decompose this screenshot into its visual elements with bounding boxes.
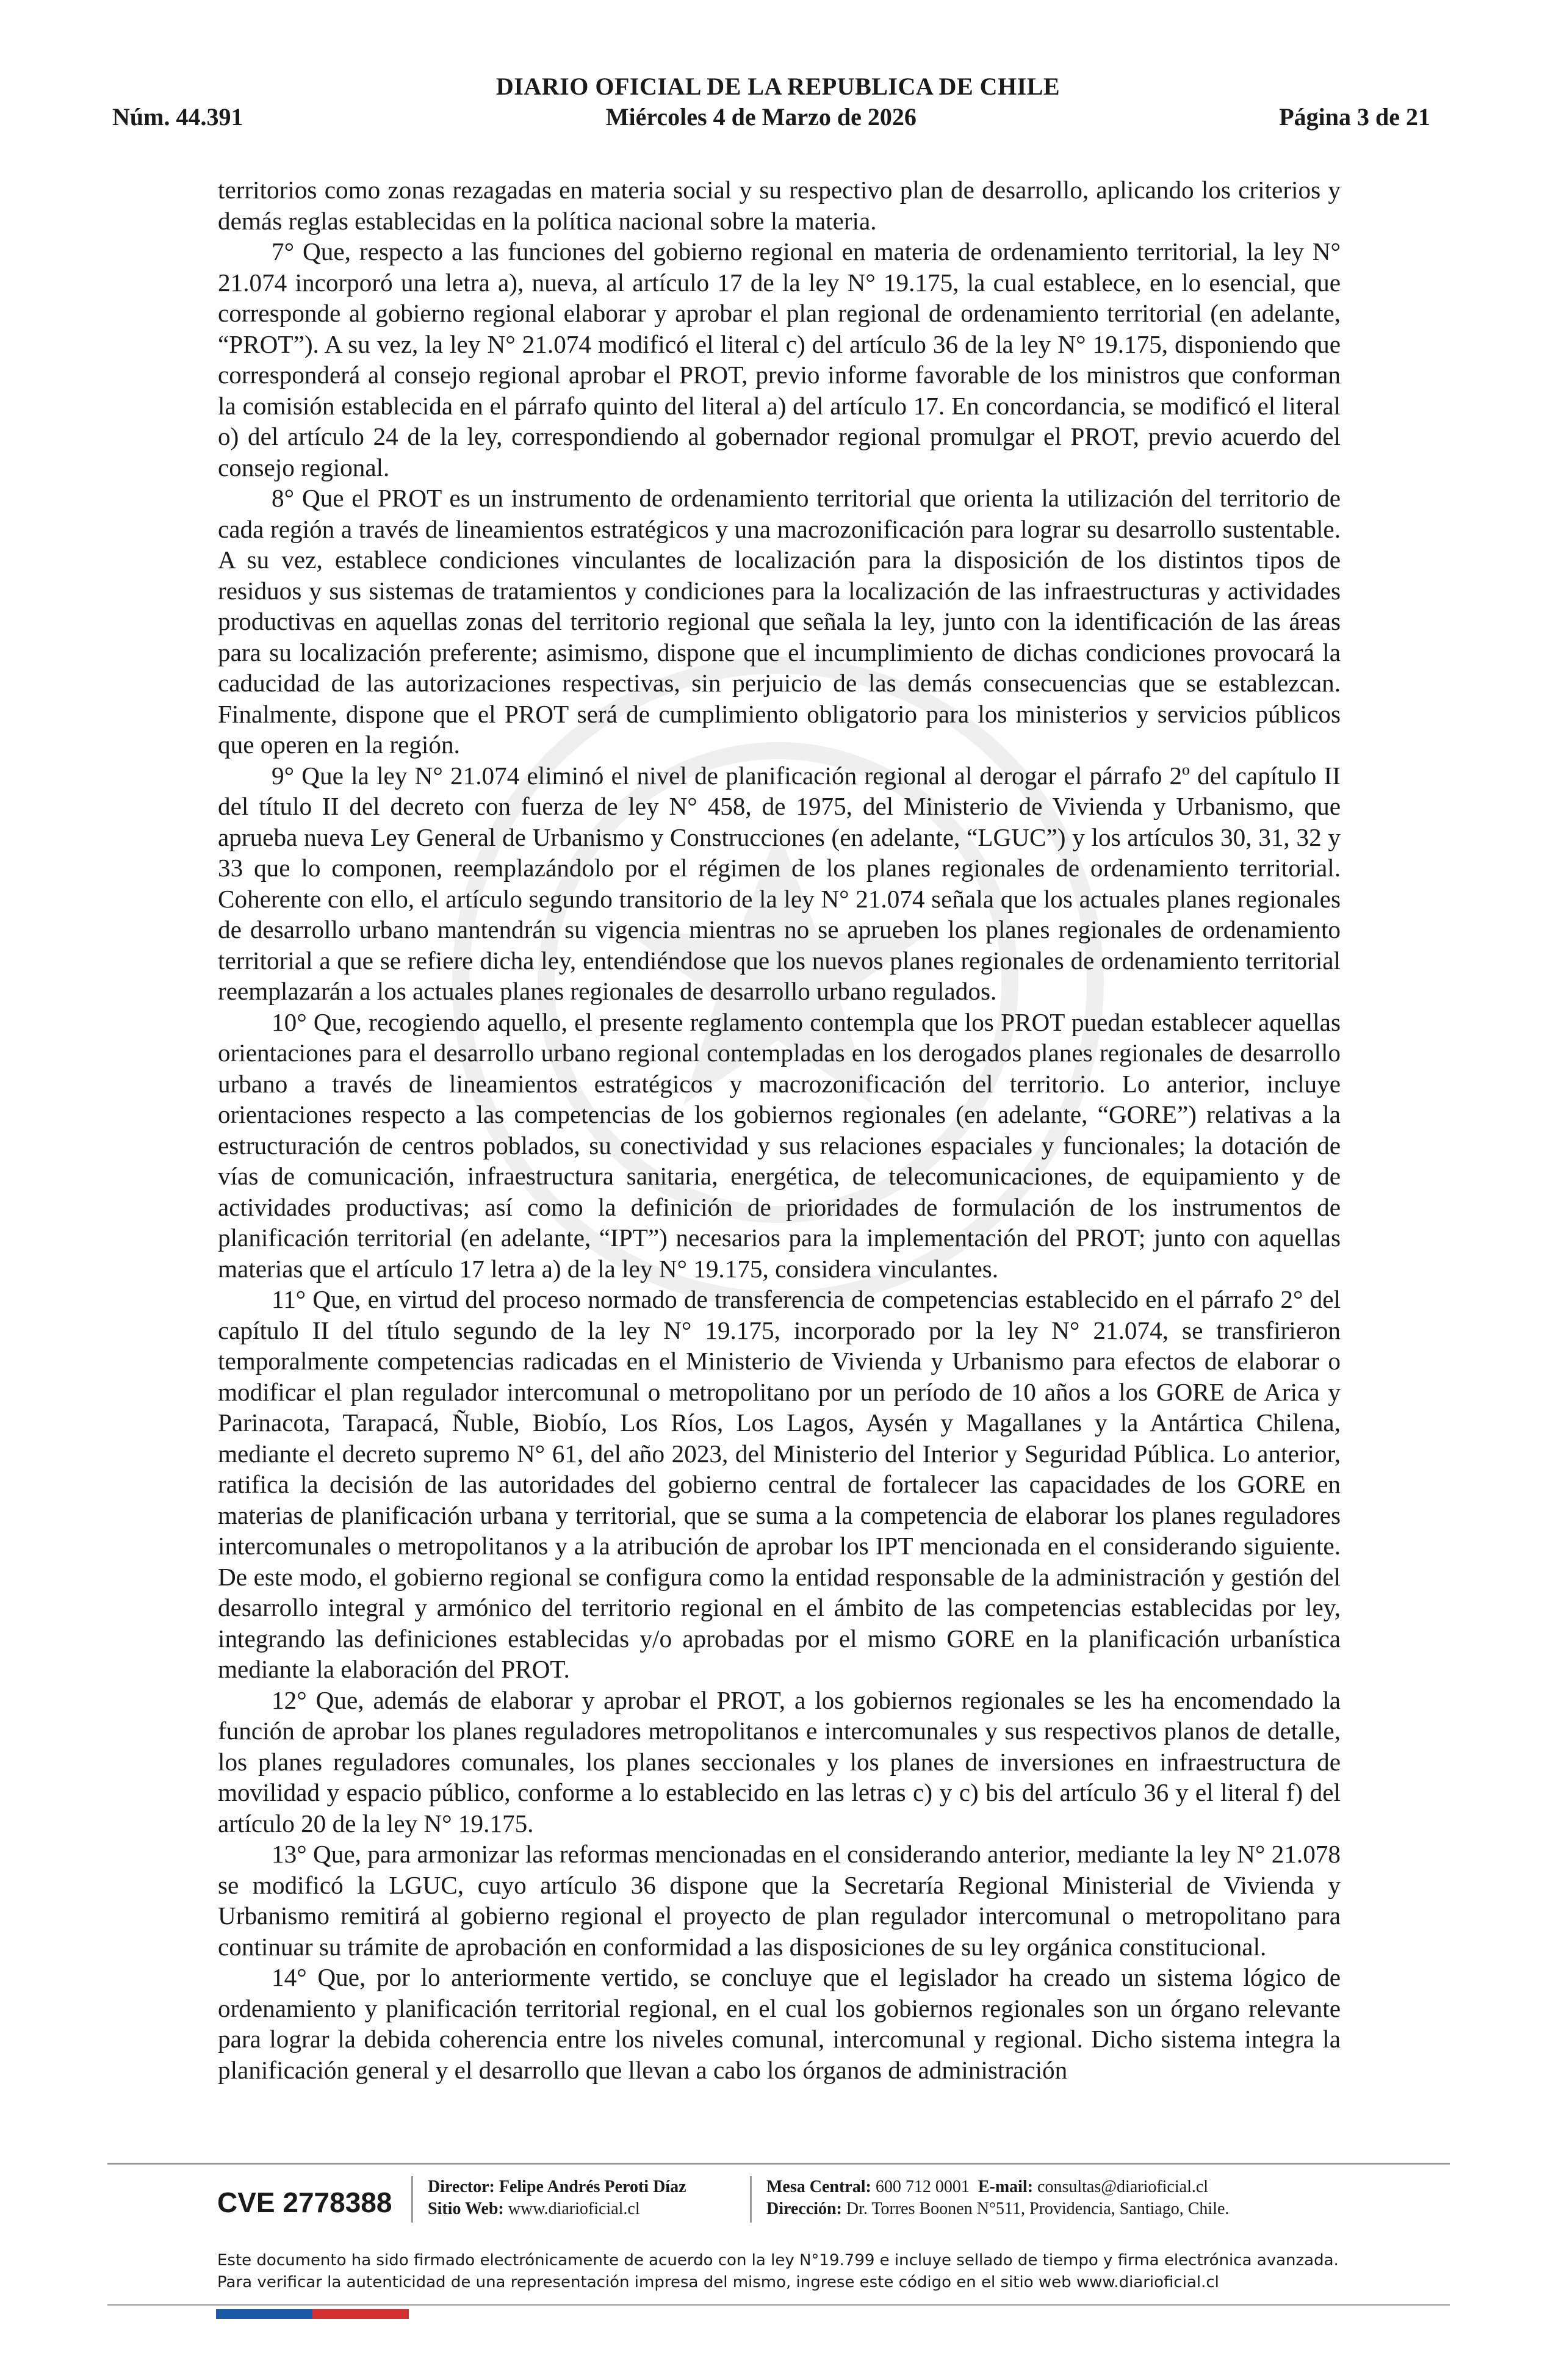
- footer-director-block: [428, 2176, 750, 2220]
- address-text: Dr. Torres Boonen N°511, Providencia, Santiago, Chile.: [846, 2199, 1230, 2218]
- flag-stripe-red: [312, 2309, 409, 2319]
- paragraph-considerando-11: 11° Que, en virtud del proceso normado de transferencia de competencias establecido en el párrafo 2° del capítulo II del título segundo de la ley N° 19.175, incorporado por la ley N° 21.074, se transfirieron temporalmente competencias radicadas en el Ministerio de Vivienda y Urbanismo para efectos de elaborar o modificar el plan regulador intercomunal o metropolitano por un período de 10 años a los GORE de Arica y Parinacota, Tarapacá, Ñuble, Biobío, Los Ríos, Los Lagos, Aysén y Magallanes y la Antártica Chilena, mediante el decreto supremo N° 61, del año 2023, del Ministerio del Interior y Seguridad Pública. Lo anterior, ratifica la decisión de las autoridades del gobierno central de fortalecer las capacidades de los GORE en materias de planificación urbana y territorial, que se suma a la competencia de elaborar los planes reguladores intercomunales o metropolitanos y a la atribución de aprobar los IPT mencionada en el considerando siguiente. De este modo, el gobierno regional se configura como la entidad responsable de la administración y gestión del desarrollo integral y armónico del territorio regional en el ámbito de las competencias establecidas por ley, integrando las definiciones establecidas y/o aprobadas por el mismo GORE en la planificación urbanística mediante la elaboración del PROT.: [218, 1285, 1341, 1683]
- paragraph-considerando-12: 12° Que, además de elaborar y aprobar el PROT, a los gobiernos regionales se les ha encomendado la función de aprobar los planes reguladores metropolitanos e intercomunales y sus respectivos planos de detalle, los planes reguladores comunales, los planes seccionales y los planes de inversiones en infraestructura de movilidad y espacio público, conforme a lo establecido en las letras c) y c) bis del artículo 36 y el literal f) del artículo 20 de la ley N° 19.175.: [218, 1686, 1341, 1837]
- page-header: [112, 105, 1430, 129]
- cve-code: CVE 2778388: [217, 2187, 392, 2218]
- website-link[interactable]: www.diarioficial.cl: [508, 2199, 640, 2218]
- email-label: E-mail:: [978, 2177, 1034, 2196]
- flag-stripe: [216, 2309, 409, 2319]
- director-name: Felipe Andrés Peroti Díaz: [499, 2177, 686, 2196]
- flag-stripe-blue: [216, 2309, 312, 2319]
- phone-label: Mesa Central:: [766, 2177, 871, 2196]
- website-label: Sitio Web:: [428, 2199, 504, 2218]
- issue-number: Núm. 44.391: [112, 103, 243, 131]
- paragraph-considerando-9: 9° Que la ley N° 21.074 eliminó el nivel de planificación regional al derogar el párrafo 2º del capítulo II del título II del decreto con fuerza de ley N° 458, de 1975, del Ministerio de Vivienda y Urbanismo, que aprueba nueva Ley General de Urbanismo y Construcciones (en adelante, “LGUC”) y los artículos 30, 31, 32 y 33 que lo componen, reemplazándolo por el régimen de los planes regionales de ordenamiento territorial. Coherente con ello, el artículo segundo transitorio de la ley N° 21.074 señala que los actuales planes regionales de desarrollo urbano mantendrán su vigencia mientras no se aprueben los planes regionales de ordenamiento territorial a que se refiere dicha ley, entendiéndose que los nuevos planes regionales de ordenamiento territorial reemplazarán a los actuales planes regionales de desarrollo urbano regulados.: [218, 761, 1341, 1005]
- director-label: Director:: [428, 2177, 495, 2196]
- bottom-divider: [107, 2304, 1450, 2306]
- footer-separator: [750, 2176, 752, 2223]
- legal-notice: Este documento ha sido firmado electrónicamente de acuerdo con la ley N°19.799 e incluye sellado de tiempo y firma electrónica avanzada. Para verificar la autenticidad de una representación impresa del mismo, ingrese este código en el sitio web www.diarioficial.cl: [217, 2251, 1339, 2292]
- address-label: Dirección:: [766, 2199, 842, 2218]
- document-body: [218, 175, 1341, 2085]
- paragraph-considerando-13: 13° Que, para armonizar las reformas mencionadas en el considerando anterior, mediante la ley N° 21.078 se modificó la LGUC, cuyo artículo 36 dispone que la Secretaría Regional Ministerial de Vivienda y Urbanismo remitirá al gobierno regional el proyecto de plan regulador intercomunal o metropolitano para continuar su trámite de aprobación en conformidad a las disposiciones de su ley orgánica constitucional.: [218, 1840, 1341, 1961]
- footer-divider: [107, 2163, 1450, 2165]
- footer-contact-block: [766, 2176, 1229, 2220]
- page-number: Página 3 de 21: [1279, 103, 1430, 131]
- footer-info: [217, 2176, 1334, 2225]
- paragraph-considerando-8: 8° Que el PROT es un instrumento de ordenamiento territorial que orienta la utilización del territorio de cada región a través de lineamientos estratégicos y una macrozonificación para lograr su desarrollo sustentable. A su vez, establece condiciones vinculantes de localización para la disposición de los distintos tipos de residuos y sus sistemas de tratamientos y condiciones para la localización de las infraestructuras y actividades productivas en aquellas zonas del territorio regional que señala la ley, junto con la identificación de las áreas para su localización preferente; asimismo, dispone que el incumplimiento de dichas condiciones provocará la caducidad de las autorizaciones respectivas, sin perjuicio de las demás consecuencias que se establezcan. Finalmente, dispone que el PROT será de cumplimiento obligatorio para los ministerios y servicios públicos que operen en la región.: [218, 484, 1341, 759]
- paragraph-considerando-14: 14° Que, por lo anteriormente vertido, se concluye que el legislador ha creado un sistema lógico de ordenamiento y planificación territorial regional, en el cual los gobiernos regionales son un órgano relevante para lograr la debida coherencia entre los niveles comunal, intercomunal y regional. Dicho sistema integra la planificación general y el desarrollo que llevan a cabo los órganos de administración: [218, 1963, 1341, 2084]
- paragraph-considerando-7: 7° Que, respecto a las funciones del gobierno regional en materia de ordenamiento territorial, la ley N° 21.074 incorporó una letra a), nueva, al artículo 17 de la ley N° 19.175, la cual establece, en lo esencial, que corresponde al gobierno regional elaborar y aprobar el plan regional de ordenamiento territorial (en adelante, “PROT”). A su vez, la ley N° 21.074 modificó el literal c) del artículo 36 de la ley N° 19.175, disponiendo que corresponderá al consejo regional aprobar el PROT, previo informe favorable de los ministros que conforman la comisión establecida en el párrafo quinto del literal a) del artículo 17. En concordancia, se modificó el literal o) del artículo 24 de la ley, correspondiendo al gobernador regional promulgar el PROT, previo acuerdo del consejo regional.: [218, 237, 1341, 481]
- footer-separator: [411, 2176, 413, 2223]
- publication-title: DIARIO OFICIAL DE LA REPUBLICA DE CHILE: [495, 73, 1061, 100]
- paragraph-considerando-10: 10° Que, recogiendo aquello, el presente reglamento contempla que los PROT puedan establecer aquellas orientaciones para el desarrollo urbano regional contempladas en los derogados planes regionales de desarrollo urbano a través de lineamientos estratégicos y macrozonificación del territorio. Lo anterior, incluye orientaciones respecto a las competencias de los gobiernos regionales (en adelante, “GORE”) relativas a la estructuración de centros poblados, su conectividad y sus relaciones espaciales y funcionales; la dotación de vías de comunicación, infraestructura sanitaria, energética, de telecomunicaciones, de equipamiento y de actividades productivas; así como la definición de prioridades de formulación de los instrumentos de planificación territorial (en adelante, “IPT”) necesarios para la implementación del PROT; junto con aquellas materias que el artículo 17 letra a) de la ley N° 19.175, considera vinculantes.: [218, 1008, 1341, 1283]
- paragraph-continuation: territorios como zonas rezagadas en materia social y su respectivo plan de desarrollo, aplicando los criterios y demás reglas establecidas en la política nacional sobre la materia.: [218, 176, 1341, 235]
- phone-number: 600 712 0001: [875, 2177, 970, 2196]
- issue-date: Miércoles 4 de Marzo de 2026: [605, 103, 917, 131]
- email-link[interactable]: consultas@diarioficial.cl: [1037, 2177, 1209, 2196]
